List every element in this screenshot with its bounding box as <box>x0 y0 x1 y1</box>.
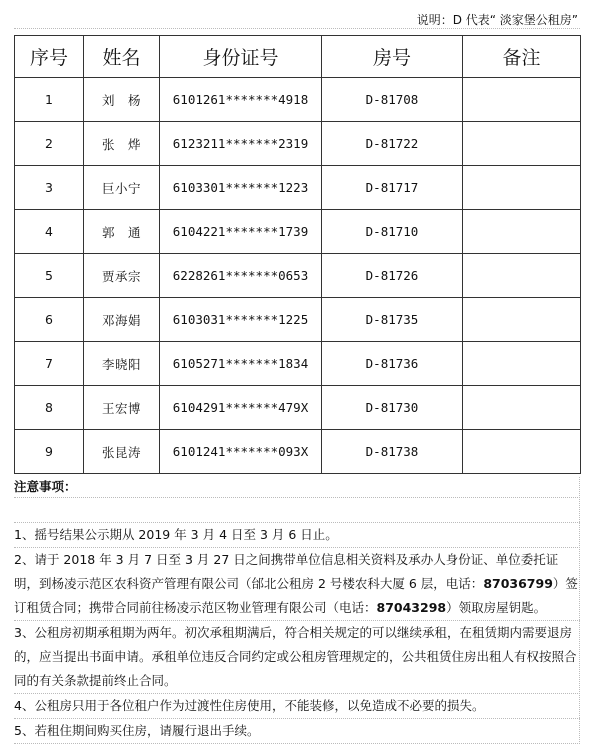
phone-number-1: 87036799 <box>483 576 553 591</box>
cell-remark <box>463 254 581 298</box>
cell-name: 刘 杨 <box>84 78 160 122</box>
header-id: 身份证号 <box>160 36 322 78</box>
cell-no: 3 <box>15 166 84 210</box>
cell-id-number: 6105271*******1834 <box>160 342 322 386</box>
table-row <box>15 342 581 386</box>
cell-no: 6 <box>15 298 84 342</box>
cell-remark <box>463 342 581 386</box>
cell-remark <box>463 298 581 342</box>
cell-no: 8 <box>15 386 84 430</box>
note-item-1: 1、摇号结果公示期从 2019 年 3 月 4 日至 3 月 6 日止。 <box>14 523 580 548</box>
note-item-5: 5、若租住期间购买住房，请履行退出手续。 <box>14 719 580 744</box>
cell-no: 4 <box>15 210 84 254</box>
cell-id-number: 6103301*******1223 <box>160 166 322 210</box>
cell-room: D-81710 <box>322 210 463 254</box>
notes-title: 注意事项： <box>14 477 580 498</box>
cell-name: 巨小宁 <box>84 166 160 210</box>
cell-remark <box>463 166 581 210</box>
table-row <box>15 386 581 430</box>
note-item-4: 4、公租房只用于各位租户作为过渡性住房使用，不能装修，以免造成不必要的损失。 <box>14 694 580 719</box>
cell-remark <box>463 78 581 122</box>
note-item-2 <box>14 548 580 621</box>
cell-name: 郭 通 <box>84 210 160 254</box>
cell-name: 张 烨 <box>84 122 160 166</box>
table-row <box>15 254 581 298</box>
cell-no: 1 <box>15 78 84 122</box>
cell-room: D-81735 <box>322 298 463 342</box>
cell-remark <box>463 386 581 430</box>
cell-no: 2 <box>15 122 84 166</box>
header-room: 房号 <box>322 36 463 78</box>
notes-section <box>14 477 580 744</box>
cell-room: D-81736 <box>322 342 463 386</box>
cell-room: D-81726 <box>322 254 463 298</box>
note-item-2-text-b: ）签订租赁合同；携带合同前往杨凌示范区物业管理有限公司（电话： <box>14 576 578 615</box>
cell-room: D-81708 <box>322 78 463 122</box>
table-header-row <box>15 36 581 78</box>
cell-remark <box>463 430 581 474</box>
note-item-3: 3、公租房初期承租期为两年。初次承租期满后，符合相关规定的可以继续承租，在租赁期内需要退房的，应当提出书面申请。承租单位违反合同约定或公租房管理规定的，公共租赁住房出租人有权按照合同的有关条款提前终止合同。 <box>14 621 580 694</box>
cell-no: 7 <box>15 342 84 386</box>
notes-spacer <box>14 498 580 523</box>
header-no: 序号 <box>15 36 84 78</box>
cell-id-number: 6123211*******2319 <box>160 122 322 166</box>
note-item-2-text-a: 2、请于 2018 年 3 月 7 日至 3 月 27 日之间携带单位信息相关资料及承办人身份证、单位委托证明，到杨凌示范区农科资产管理有限公司（邰北公租房 2 号楼农科大厦 6 层，电话： <box>14 552 559 591</box>
table-row <box>15 430 581 474</box>
cell-room: D-81730 <box>322 386 463 430</box>
note-item-2-text-c: ）领取房屋钥匙。 <box>446 600 547 615</box>
cell-no: 9 <box>15 430 84 474</box>
cell-remark <box>463 210 581 254</box>
table-row <box>15 166 581 210</box>
cell-room: D-81722 <box>322 122 463 166</box>
cell-id-number: 6104221*******1739 <box>160 210 322 254</box>
cell-id-number: 6228261*******0653 <box>160 254 322 298</box>
cell-name: 张昆涛 <box>84 430 160 474</box>
cell-no: 5 <box>15 254 84 298</box>
table-row <box>15 122 581 166</box>
tenant-table <box>14 35 581 474</box>
header-name: 姓名 <box>84 36 160 78</box>
cell-name: 王宏博 <box>84 386 160 430</box>
cell-room: D-81738 <box>322 430 463 474</box>
cell-id-number: 6103031*******1225 <box>160 298 322 342</box>
cell-id-number: 6101241*******093X <box>160 430 322 474</box>
cell-remark <box>463 122 581 166</box>
legend-note: 说明：D 代表“ 淡家堡公租房” <box>416 13 578 27</box>
table-row <box>15 210 581 254</box>
header-remark: 备注 <box>463 36 581 78</box>
table-row <box>15 298 581 342</box>
phone-number-2: 87043298 <box>376 600 447 615</box>
cell-name: 贾承宗 <box>84 254 160 298</box>
table-row <box>15 78 581 122</box>
cell-name: 邓海娟 <box>84 298 160 342</box>
cell-room: D-81717 <box>322 166 463 210</box>
cell-name: 李晓阳 <box>84 342 160 386</box>
cell-id-number: 6101261*******4918 <box>160 78 322 122</box>
cell-id-number: 6104291*******479X <box>160 386 322 430</box>
